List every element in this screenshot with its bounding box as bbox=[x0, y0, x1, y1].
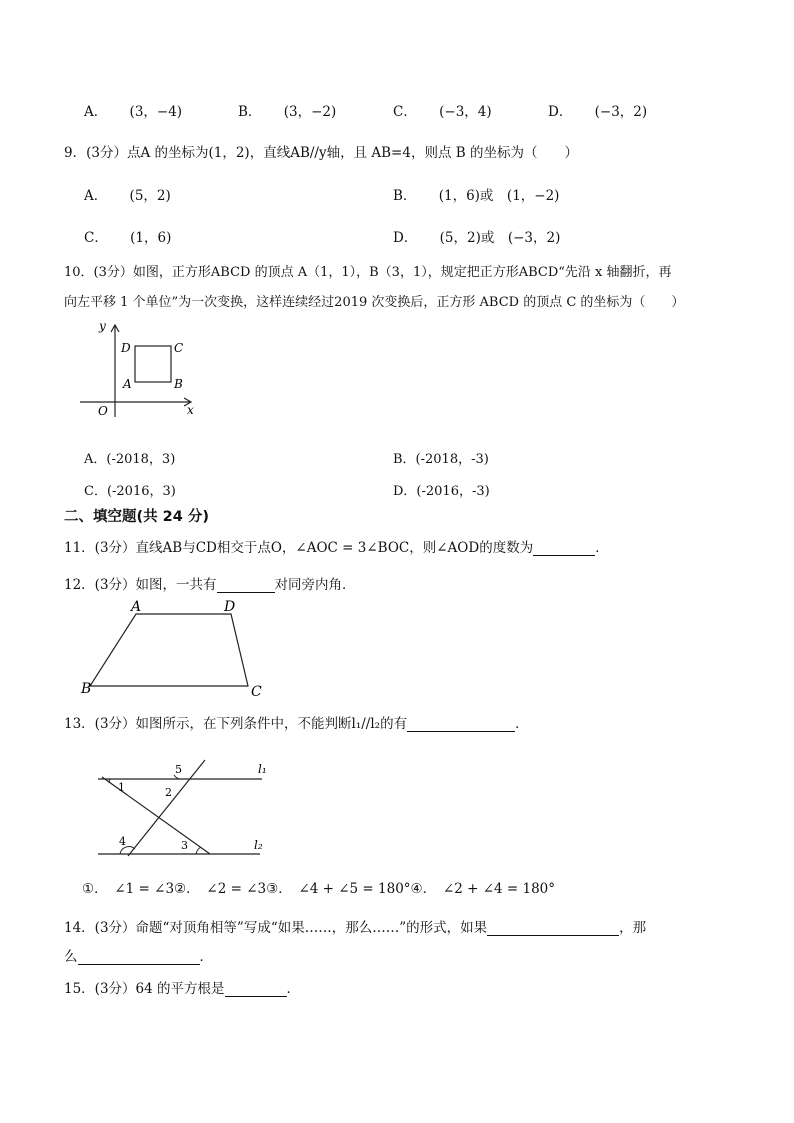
q10-option-b: B．(-2018，-3) bbox=[393, 452, 489, 467]
answer-blank[interactable] bbox=[407, 717, 515, 732]
q13-end: ． bbox=[515, 716, 529, 732]
q10-option-a: A．(-2018，3) bbox=[84, 452, 176, 467]
q14-mid: ，那 bbox=[619, 920, 647, 936]
option-value: (−3，4) bbox=[439, 104, 492, 120]
q12 bbox=[64, 573, 356, 593]
label-angle-2: 2 bbox=[165, 786, 172, 799]
square-abcd bbox=[135, 346, 171, 382]
label-a: A bbox=[123, 377, 132, 391]
label-d: D bbox=[121, 341, 131, 355]
angle-arc-3 bbox=[196, 847, 201, 854]
q11 bbox=[64, 536, 609, 556]
option-value: (1，6)或 (1，−2) bbox=[438, 188, 560, 204]
answer-blank[interactable] bbox=[217, 578, 275, 593]
answer-blank[interactable] bbox=[225, 982, 287, 997]
q12-after: 对同旁内角． bbox=[274, 577, 356, 593]
q12-trapezoid-figure bbox=[76, 597, 276, 701]
option-value: (5，2)或 (−3，2) bbox=[439, 230, 561, 246]
q14-line2-text: 么 bbox=[64, 949, 78, 965]
q13 bbox=[64, 712, 529, 732]
option-value: (1，6) bbox=[130, 230, 172, 246]
q14-line1 bbox=[64, 916, 646, 936]
label-a: A bbox=[131, 599, 142, 615]
q13-figure bbox=[90, 756, 280, 860]
q10-option-d: D．(-2016，-3) bbox=[393, 484, 490, 499]
q8-option-c bbox=[393, 100, 492, 120]
q13-text: 13．(3分）如图所示，在下列条件中，不能判断l₁//l₂的有 bbox=[64, 716, 408, 732]
option-letter: D． bbox=[548, 104, 573, 120]
label-angle-5: 5 bbox=[175, 763, 182, 776]
q14-line2 bbox=[64, 945, 213, 965]
label-l2: l₂ bbox=[254, 838, 263, 852]
label-b: B bbox=[174, 377, 183, 391]
q14-text: 14．(3分）命题“对顶角相等”写成“如果……，那么……”的形式，如果 bbox=[64, 920, 488, 936]
label-c: C bbox=[251, 684, 262, 700]
option-letter: B． bbox=[393, 188, 417, 204]
q8-option-d bbox=[548, 100, 647, 120]
q12-text: 12．(3分）如图，一共有 bbox=[64, 577, 217, 593]
answer-blank-if[interactable] bbox=[487, 921, 619, 936]
q15-end: ． bbox=[286, 981, 301, 997]
label-origin: O bbox=[98, 404, 108, 418]
q9-option-b bbox=[393, 184, 559, 204]
q10-stem-line1: 10．(3分）如图，正方形ABCD 的顶点 A（1，1），B（3，1），规定把正方形ABCD“先沿 x 轴翻折，再 bbox=[64, 265, 672, 280]
label-x: x bbox=[187, 403, 194, 417]
option-letter: A． bbox=[84, 104, 108, 120]
q10-option-c: C．(-2016，3) bbox=[84, 484, 176, 499]
q15-text: 15．(3分）64 的平方根是 bbox=[64, 981, 225, 997]
q9-option-a bbox=[84, 184, 171, 204]
q8-option-a bbox=[84, 100, 182, 120]
option-letter: C． bbox=[393, 104, 417, 120]
q13-options: ①． ∠1 = ∠3②． ∠2 = ∠3③． ∠4 + ∠5 = 180°④． ∠2 + ∠4 = 180° bbox=[82, 881, 556, 897]
label-l1: l₁ bbox=[258, 762, 267, 776]
q11-end: ． bbox=[595, 540, 609, 556]
label-angle-1: 1 bbox=[118, 781, 125, 794]
q11-text: 11．(3分）直线AB与CD相交于点O，∠AOC = 3∠BOC，则∠AOD的度数为 bbox=[64, 540, 534, 556]
label-angle-4: 4 bbox=[119, 835, 126, 848]
option-value: (3，−2) bbox=[283, 104, 337, 120]
option-value: (5，2) bbox=[129, 188, 171, 204]
option-value: (−3，2) bbox=[594, 104, 648, 120]
answer-blank-then[interactable] bbox=[78, 950, 200, 965]
label-c: C bbox=[174, 341, 184, 355]
q10-stem-line2: 向左平移 1 个单位”为一次变换，这样连续经过2019 次变换后，正方形 ABCD 的顶点 C 的坐标为（ ） bbox=[64, 295, 685, 310]
option-letter: D． bbox=[393, 230, 418, 246]
option-value: (3，−4) bbox=[129, 104, 183, 120]
q8-option-b bbox=[238, 100, 336, 120]
answer-blank[interactable] bbox=[533, 541, 595, 556]
option-letter: C． bbox=[84, 230, 108, 246]
q15 bbox=[64, 977, 300, 997]
label-y: y bbox=[99, 319, 106, 333]
option-letter: A． bbox=[84, 188, 108, 204]
q9-option-c bbox=[84, 226, 171, 246]
q9-option-d bbox=[393, 226, 560, 246]
section-title: 二、填空题(共 24 分) bbox=[64, 509, 210, 525]
label-d: D bbox=[224, 599, 236, 615]
label-b: B bbox=[81, 681, 92, 697]
trapezoid-abcd bbox=[90, 614, 248, 686]
label-angle-3: 3 bbox=[181, 839, 188, 852]
option-letter: B． bbox=[238, 104, 262, 120]
q10-figure bbox=[74, 318, 204, 420]
q9-stem: 9．(3分）点A 的坐标为(1，2)，直线AB//y轴，且 AB=4，则点 B 的坐标为（ ） bbox=[64, 145, 578, 161]
q14-end: ． bbox=[199, 949, 213, 965]
